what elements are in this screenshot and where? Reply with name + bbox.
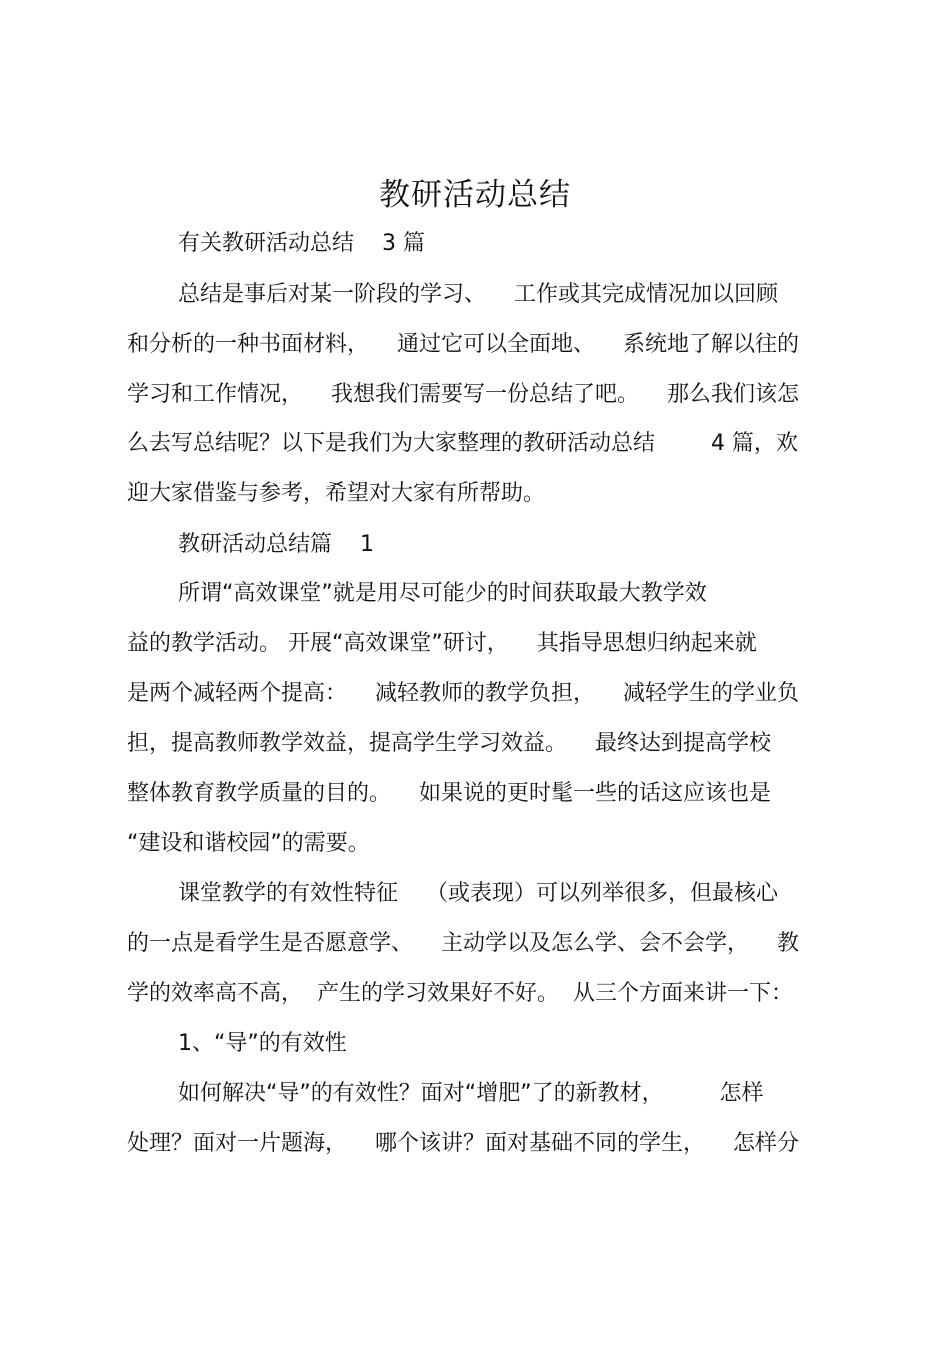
paragraph-line: 课堂教学的有效性特征 （或表现）可以列举很多，但最核心	[178, 881, 778, 906]
paragraph-line: 处理？面对一片题海， 哪个该讲？面对基础不同的学生， 怎样分	[127, 1131, 799, 1156]
paragraph-line: 是两个减轻两个提高： 减轻教师的教学负担， 减轻学生的学业负	[127, 681, 799, 706]
paragraph-line: 所谓“高效课堂”就是用尽可能少的时间获取最大教学效	[178, 581, 707, 606]
section-heading: 1、“导”的有效性	[178, 1031, 347, 1056]
subtitle-line: 有关教研活动总结 3 篇	[178, 231, 425, 256]
paragraph-line: 总结是事后对某一阶段的学习、 工作或其完成情况加以回顾	[178, 282, 778, 307]
paragraph-line: 和分析的一种书面材料， 通过它可以全面地、 系统地了解以往的	[127, 332, 799, 357]
paragraph-line: 学的效率高不高， 产生的学习效果好不好。 从三个方面来讲一下：	[127, 981, 793, 1006]
section-heading: 教研活动总结篇 1	[178, 532, 374, 557]
paragraph-line: 么去写总结呢？以下是我们为大家整理的教研活动总结 4 篇，欢	[127, 431, 798, 456]
paragraph-line: “建设和谐校园”的需要。	[127, 831, 370, 856]
paragraph-line: 学习和工作情况， 我想我们需要写一份总结了吧。 那么我们该怎	[127, 382, 799, 407]
paragraph-line: 迎大家借鉴与参考，希望对大家有所帮助。	[127, 481, 546, 506]
paragraph-line: 益的教学活动。 开展“高效课堂”研讨， 其指导思想归纳起来就	[127, 631, 757, 656]
document-title: 教研活动总结	[379, 177, 571, 213]
paragraph-line: 的一点是看学生是否愿意学、 主动学以及怎么学、会不会学， 教	[127, 931, 799, 956]
paragraph-line: 担，提高教师教学效益，提高学生学习效益。 最终达到提高学校	[127, 731, 771, 756]
paragraph-line: 如何解决“导”的有效性？面对“增肥”了的新教材， 怎样	[178, 1081, 764, 1106]
paragraph-line: 整体教育教学质量的目的。 如果说的更时髦一些的话这应该也是	[127, 781, 771, 806]
